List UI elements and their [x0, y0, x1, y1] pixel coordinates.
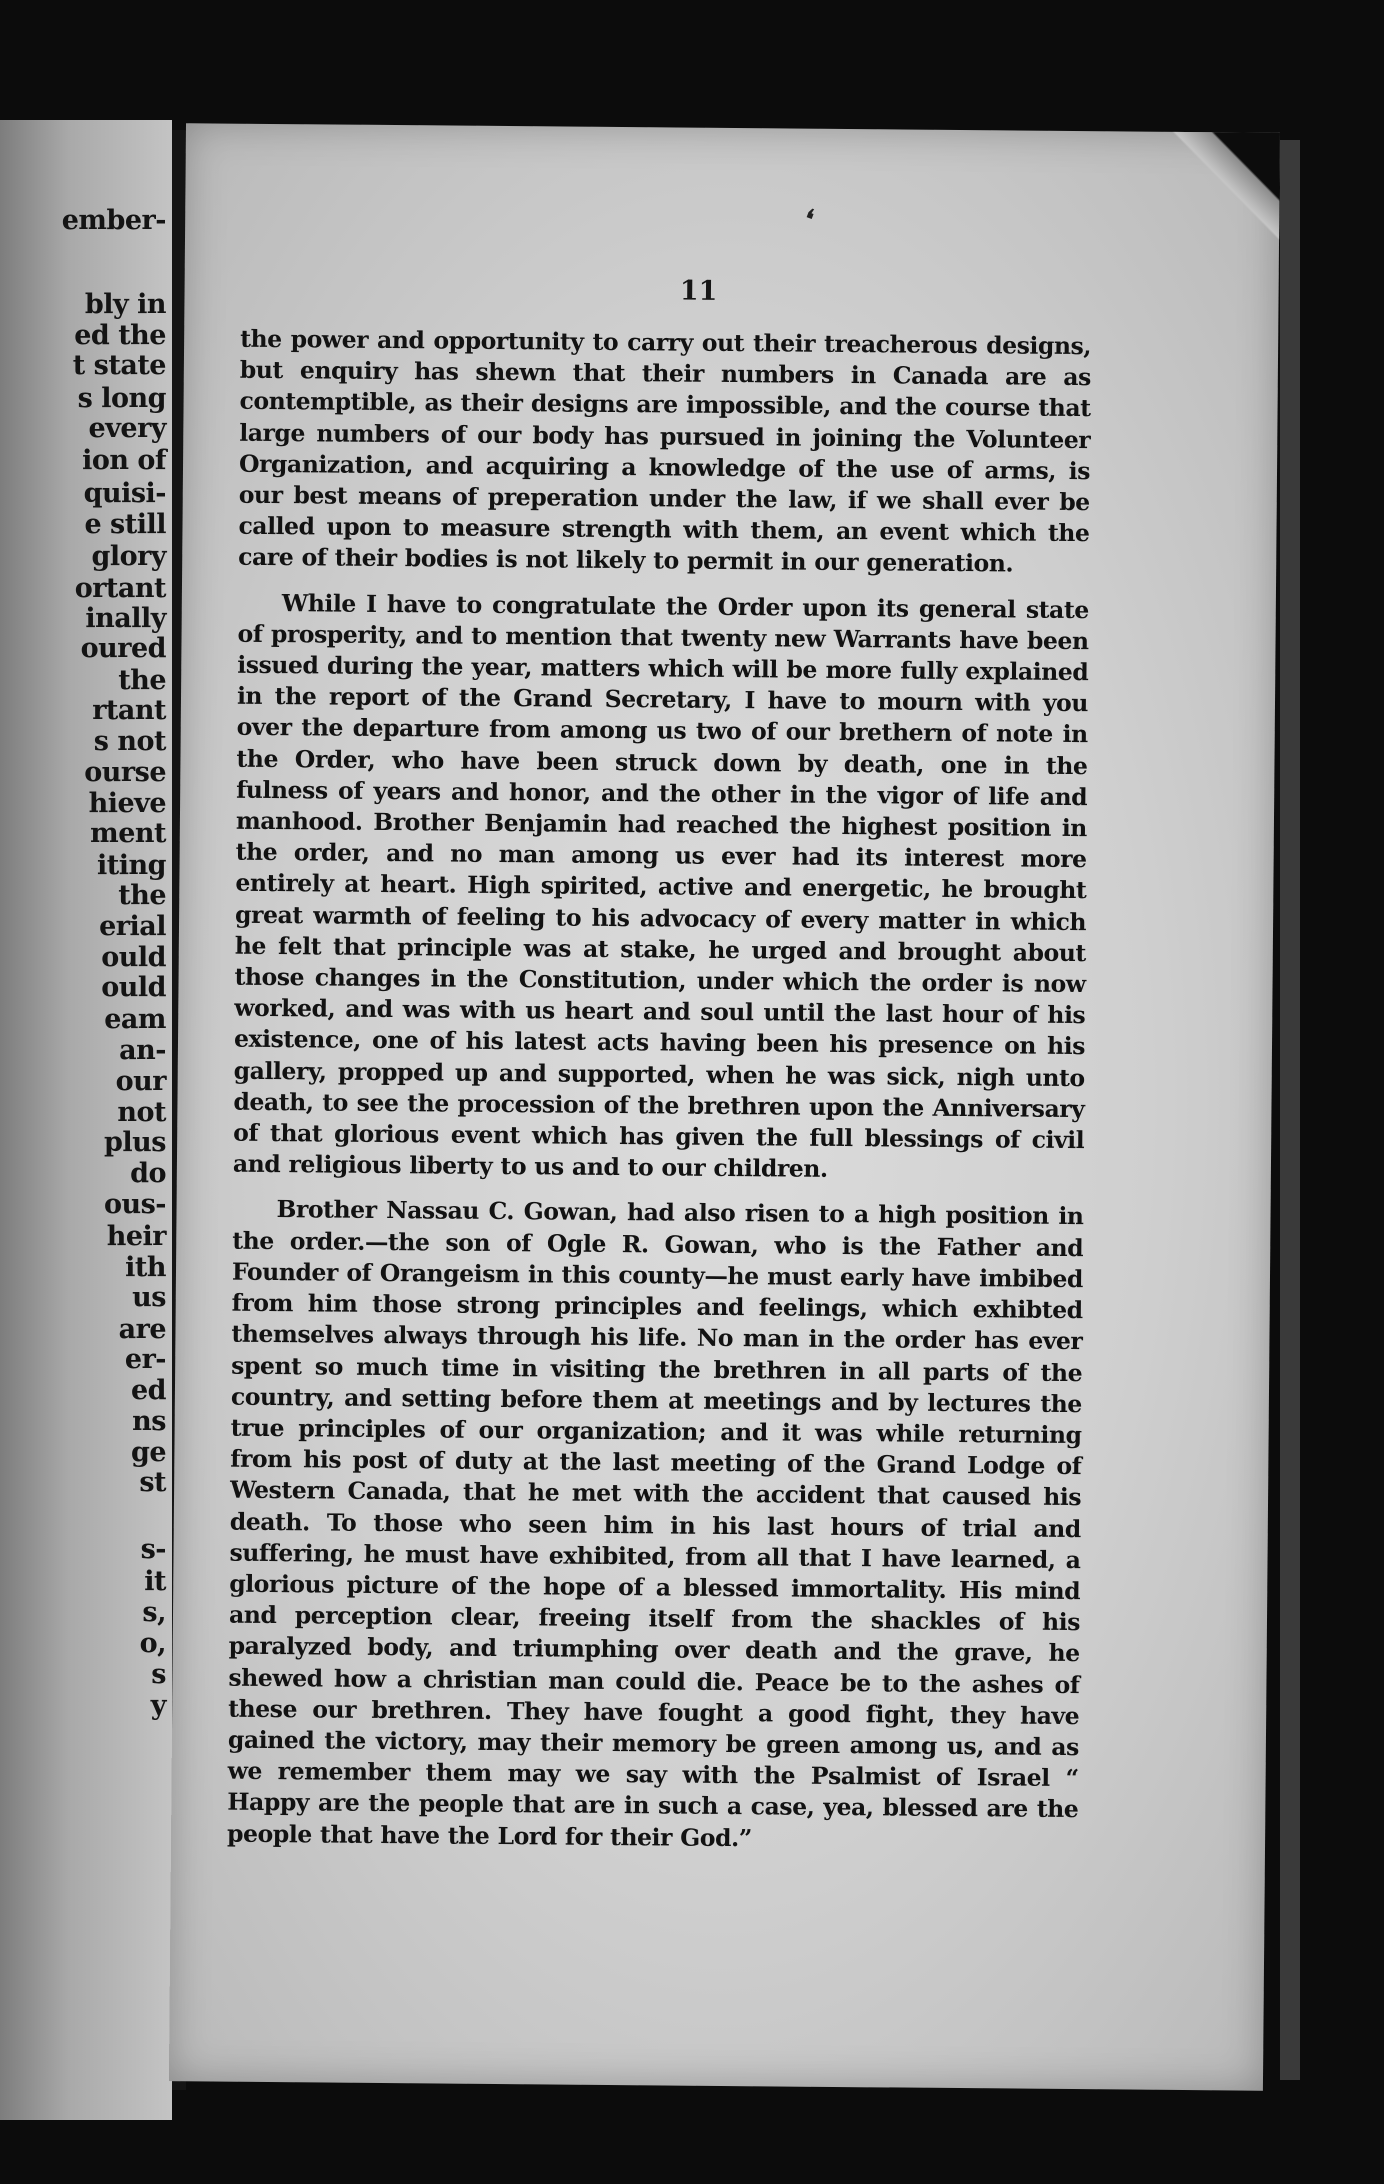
left-page-text-fragment: ould	[101, 942, 166, 973]
left-page-text-fragment: an-	[119, 1035, 166, 1066]
left-page-text-fragment: s-	[140, 1534, 166, 1565]
left-page-text-fragment: ould	[101, 972, 166, 1003]
left-page-text-fragment: ed the	[74, 320, 166, 351]
page-number: 11	[679, 275, 718, 307]
left-page-text-fragment: plus	[104, 1127, 166, 1158]
left-page-text-fragment: s	[151, 1659, 166, 1690]
left-page-text-fragment: ith	[125, 1252, 166, 1283]
left-page-text-fragment: ge	[130, 1437, 166, 1468]
left-page-text-fragment: iting	[97, 850, 166, 881]
left-page-text-fragment: ortant	[74, 573, 166, 604]
paragraph: the power and opportunity to carry out their treacherous designs, but enquiry has shewn that their numbers in Canada are as contemptible, as their designs are impossible, and the course that large numbers of our body has pursued in joining the Volunteer Organization, and acquiring a knowledge of the use of arms, is our best means of preperation under the law, if we shall ever be called upon to measure strength with them, an event which the care of their bodies is not likely to permit in our generation.	[238, 324, 1092, 578]
left-page-text-fragment: the	[118, 665, 166, 696]
left-page-text-fragment: st	[139, 1467, 166, 1498]
ink-blot-mark: ❛	[797, 202, 819, 239]
paragraph: Brother Nassau C. Gowan, had also risen to a high position in the order.—the son of Ogle R. Gowan, who is the Father and Founder of Orangeism in this county—he must early have imbibed from him those strong principles and feelings, which exhibted themselves always through his life. No man in the order has ever spent so much time in visiting the brethren in all parts of the country, and setting before them at meetings and by lectures the true principles of our organization; and it was while returning from his post of duty at the last meeting of the Grand Lodge of Western Canada, that he met with the accident that caused his death. To those who seen him in his last hours of trial and suffering, he must have exhibited, from all that I have learned, a glorious picture of the hope of a blessed immortality. His mind and perception clear, freeing itself from the shackles of his paralyzed body, and triumphing over death and the grave, he shewed how a christian man could die. Peace be to the ashes of these our brethren. They have fought a good fight, they have gained the victory, may their memory be green among us, and as we remember them may we say with the Psalmist of Israel “ Happy are the people that are in such a case, yea, blessed are the people that have the Lord for their God.”	[226, 1195, 1084, 1852]
left-page-text-fragment: are	[118, 1314, 166, 1345]
left-page-text-fragment: it	[144, 1566, 166, 1597]
left-page-text-fragment: ns	[132, 1406, 166, 1437]
left-page-text-fragment: oured	[80, 633, 166, 664]
left-page-text-fragment: ember-	[61, 205, 166, 236]
main-page	[169, 123, 1280, 2090]
left-page-text-fragment: every	[88, 413, 166, 444]
left-page-text-fragment: ed	[130, 1375, 166, 1406]
folded-corner	[1129, 131, 1280, 282]
left-page-text-fragment: o,	[139, 1628, 166, 1659]
left-page-text-fragment: quisi-	[83, 478, 166, 509]
left-page-text-fragment: our	[115, 1066, 166, 1097]
left-page-text-fragment: ion of	[82, 445, 166, 476]
left-page-text-fragment: s not	[93, 726, 166, 757]
left-page-text-fragment: er-	[124, 1344, 166, 1375]
left-page-text-fragment: y	[150, 1690, 166, 1721]
left-page-text-fragment: bly in	[84, 289, 166, 320]
page-edge	[1280, 140, 1300, 2080]
left-page-text-fragment: not	[117, 1097, 166, 1128]
paragraph: While I have to congratulate the Order upon its general state of prosperity, and to mention that twenty new Warrants have been issued during the year, matters which will be more fully explained in the report of the Grand Secretary, I have to mourn with you over the departure from among us two of our brethern of note in the Order, who have been struck down by death, one in the fulness of years and honor, and the other in the vigor of life and manhood. Brother Benjamin had reached the highest position in the order, and no man among us ever had its interest more entirely at heart. High spirited, active and energetic, he brought great warmth of feeling to his advocacy of every matter in which he felt that principle was at stake, he urged and brought about those changes in the Constitution, under which the order is now worked, and was with us heart and soul until the last hour of his existence, one of his latest acts having been his presence on his gallery, propped up and supported, when he was sick, nigh unto death, to see the procession of the brethren upon the Anniversary of that glorious event which has given the full blessings of civil and religious liberty to us and to our children.	[232, 588, 1089, 1184]
left-page-text-fragment: erial	[99, 911, 166, 942]
left-page-text-fragment: do	[130, 1158, 166, 1189]
left-page-text-fragment: ourse	[84, 757, 166, 788]
left-page-fragment	[0, 120, 172, 2120]
left-page-text-fragment: ment	[90, 818, 166, 849]
body-text	[227, 324, 1091, 1857]
left-page-text-fragment: t state	[72, 350, 166, 381]
left-page-text-fragment: glory	[91, 541, 166, 572]
left-page-text-fragment: rtant	[92, 695, 166, 726]
left-page-text-fragment: s long	[77, 383, 166, 414]
left-page-text-fragment: ous-	[103, 1189, 166, 1220]
left-page-text-fragment: eam	[104, 1004, 166, 1035]
left-page-text-fragment: us	[132, 1282, 166, 1313]
left-page-text-fragment: s,	[142, 1597, 166, 1628]
left-page-text-fragment: e still	[84, 509, 166, 540]
left-page-text-fragment: hieve	[88, 788, 166, 819]
left-page-text-fragment: the	[118, 880, 166, 911]
left-page-text-fragment: heir	[106, 1221, 166, 1252]
left-page-text-fragment: inally	[85, 603, 166, 634]
